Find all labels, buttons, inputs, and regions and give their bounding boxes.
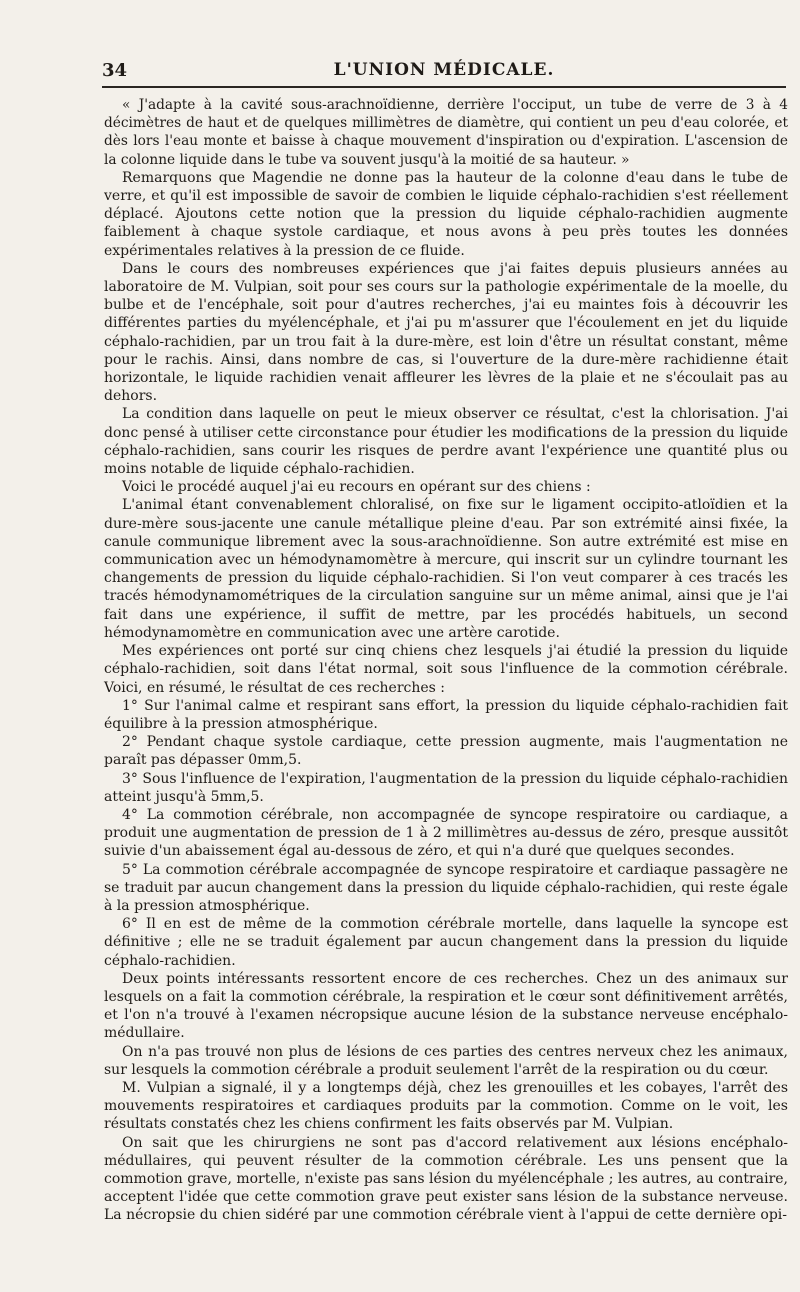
paragraph: Remarquons que Magendie ne donne pas la hauteur de la colonne d'eau dans le tube de verre, et qu'il est impossible de savoir de combien le liquide céphalo-rachidien s'est réellement déplacé. Ajoutons cette notion que la pression du liquide céphalo-rachidien augmente faiblement à chaque systole cardiaque, et nous avons à peu près toutes les données expérimentales relatives à la pression de ce fluide. (104, 169, 788, 259)
article-body (104, 96, 788, 1225)
paragraph: On n'a pas trouvé non plus de lésions de ces parties des centres nerveux chez les animaux, sur lesquels la commotion cérébrale a produit seulement l'arrêt de la respiration ou du cœur. (104, 1043, 788, 1078)
paragraph: Mes expériences ont porté sur cinq chiens chez lesquels j'ai étudié la pression du liquide céphalo-rachidien, soit dans l'état normal, soit sous l'influence de la commotion cérébrale. Voici, en résumé, le résultat de ces recherches : (104, 643, 788, 696)
paragraph: M. Vulpian a signalé, il y a longtemps déjà, chez les grenouilles et les cobayes, l'arrêt des mouvements respiratoires et cardiaques produits par la commotion. Comme on le voit, les résultats constatés chez les chiens confirment les faits observés par M. Vulpian. (104, 1079, 788, 1133)
paragraph: Voici le procédé auquel j'ai eu recours en opérant sur des chiens : (122, 479, 591, 496)
page-header (102, 58, 786, 88)
paragraph: Dans le cours des nombreuses expériences que j'ai faites depuis plusieurs années au laboratoire de M. Vulpian, soit pour ses cours sur la pathologie expérimentale de la moelle, du bulbe et de l'encéphale, soit pour d'autres recherches, j'ai eu maintes fois à découvrir les différentes parties du myélencéphale, et j'ai pu m'assurer que l'écoulement en jet du liquide céphalo-rachidien, par un trou fait à la dure-mère, est loin d'être un résultat constant, même pour le rachis. Ainsi, dans nombre de cas, si l'ouverture de la dure-mère rachidienne était horizontale, le liquide rachidien venait affleurer les lèvres de la plaie et ne s'écoulait pas au dehors. (104, 260, 788, 405)
paragraph: L'animal étant convenablement chloralisé, on fixe sur le ligament occipito-atloïdien et la dure-mère sous-jacente une canule métallique pleine d'eau. Par son extrémité ainsi fixée, la canule communique librement avec la sous-arachnoïdienne. Son autre extrémité est mise en communication avec un hémodynamomètre à mercure, qui inscrit sur un cylindre tournant les changements de pression du liquide céphalo-rachidien. Si l'on veut comparer à ces tracés les tracés hémodynamométriques de la circulation sanguine sur un même animal, ainsi que je l'ai fait dans une expérience, il suffit de mettre, par les procédés habituels, un second hémodynamomètre en communication avec une artère carotide. (104, 497, 788, 641)
list-item: 5° La commotion cérébrale accompagnée de syncope respiratoire et cardiaque passagère ne se traduit par aucun changement dans la pression du liquide céphalo-rachidien, qui reste égale à la pression atmosphérique. (104, 861, 788, 914)
quote-paragraph: « J'adapte à la cavité sous-arachnoïdienne, derrière l'occiput, un tube de verre de 3 à 4 décimètres de haut et de quelques millimètres de diamètre, qui contient un peu d'eau colorée, et dès lors l'eau monte et baisse à chaque mouvement d'inspiration ou d'expiration. L'ascension de la colonne liquide dans le tube va souvent jusqu'à la moitié de sa hauteur. » (104, 97, 788, 168)
paragraph: Deux points intéressants ressortent encore de ces recherches. Chez un des animaux sur lesquels on a fait la commotion cérébrale, la respiration et le cœur sont définitivement arrêtés, et l'on n'a trouvé à l'examen nécropsique aucune lésion de la substance nerveuse encéphalo-médullaire. (104, 970, 788, 1042)
running-title: L'UNION MÉDICALE. (333, 60, 555, 80)
paragraph: On sait que les chirurgiens ne sont pas d'accord relativement aux lésions encéphalo-médullaires, qui peuvent résulter de la commotion cérébrale. Les uns pensent que la commotion grave, mortelle, n'existe pas sans lésion du myélencéphale ; les autres, au contraire, acceptent l'idée que cette commotion grave peut exister sans lésion de la substance nerveuse. La nécropsie du chien sidéré par une commotion cérébrale vient à l'appui de cette dernière opi- (104, 1134, 788, 1224)
list-item: 6° Il en est de même de la commotion cérébrale mortelle, dans laquelle la syncope est définitive ; elle ne se traduit également par aucun changement dans la pression du liquide céphalo-rachidien. (104, 916, 788, 969)
paragraph: La condition dans laquelle on peut le mieux observer ce résultat, c'est la chlorisation. J'ai donc pensé à utiliser cette circonstance pour étudier les modifications de la pression du liquide céphalo-rachidien, sans courir les risques de perdre avant l'expérience une quantité plus ou moins notable de liquide céphalo-rachidien. (104, 406, 788, 478)
list-item: 4° La commotion cérébrale, non accompagnée de syncope respiratoire ou cardiaque, a produit une augmentation de pression de 1 à 2 millimètres au-dessus de zéro, presque aussitôt suivie d'un abaissement égal au-dessous de zéro, et qui n'a duré que quelques secondes. (104, 806, 788, 860)
list-item: 3° Sous l'influence de l'expiration, l'augmentation de la pression du liquide céphalo-rachidien atteint jusqu'à 5mm,5. (104, 770, 788, 805)
list-item: 1° Sur l'animal calme et respirant sans effort, la pression du liquide céphalo-rachidien fait équilibre à la pression atmosphérique. (104, 697, 788, 732)
page-number: 34 (102, 60, 128, 81)
list-item: 2° Pendant chaque systole cardiaque, cette pression augmente, mais l'augmentation ne paraît pas dépasser 0mm,5. (104, 734, 788, 769)
